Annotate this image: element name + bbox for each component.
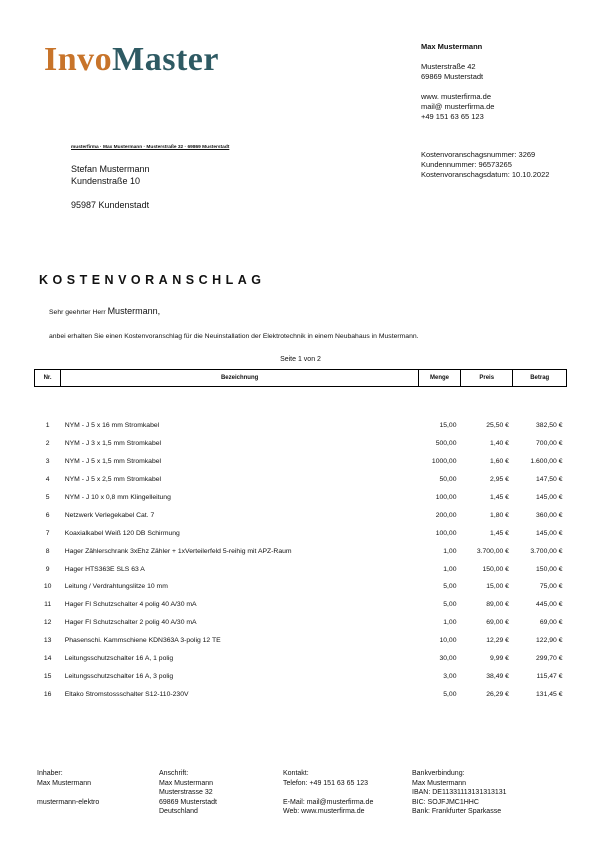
cell-nr: 6: [45, 511, 50, 519]
company-logo: [44, 43, 219, 77]
cell-bez: Netzwerk Verlegekabel Cat. 7: [64, 511, 155, 519]
cell-betrag: 1.600,00 €: [530, 458, 563, 466]
cell-betrag: 122,90 €: [536, 637, 563, 645]
recipient-name: Stefan Mustermann: [71, 164, 150, 174]
cell-betrag: 3.700,00 €: [530, 547, 563, 555]
footer-address-street: Musterstrasse 32: [159, 789, 213, 796]
table-row: [35, 667, 567, 685]
cell-bez: Hager Zählerschrank 3xEhz Zähler + 1xVerteilerfeld 5-reihig mit APZ-Raum: [64, 547, 292, 555]
cell-preis: 25,50 €: [486, 422, 509, 430]
sender-name: Max Mustermann: [421, 42, 483, 51]
table-row: [35, 542, 567, 560]
cell-nr: 7: [45, 529, 50, 537]
table-row: [35, 650, 567, 668]
table-row: [35, 596, 567, 614]
table-row: [35, 506, 567, 524]
footer-owner-company: mustermann-elektro: [37, 798, 100, 806]
cell-menge: 100,00: [435, 529, 457, 537]
sender-phone: +49 151 63 65 123: [421, 112, 484, 121]
footer-contact-web: Web: www.musterfirma.de: [283, 808, 365, 815]
header-nr: Nr.: [35, 370, 61, 387]
footer-address-label: Anschrift:: [159, 770, 189, 777]
cell-preis: 26,29 €: [486, 690, 509, 698]
cell-bez: NYM - J 3 x 1,5 mm Stromkabel: [64, 440, 162, 448]
recipient-street: Kundenstraße 10: [71, 176, 141, 186]
cell-menge: 1,00: [443, 565, 457, 573]
cell-betrag: 145,00 €: [536, 529, 563, 537]
table-header-row: [35, 370, 567, 387]
cell-betrag: 445,00 €: [536, 601, 563, 609]
cell-preis: 1,45 €: [490, 529, 509, 537]
cell-bez: Leitungsschutzschalter 16 A, 3 polig: [64, 672, 174, 680]
table-row: [35, 560, 567, 578]
footer-bank-label: Bankverbindung:: [412, 770, 465, 777]
footer-contact-label: Kontakt:: [283, 770, 309, 777]
footer-owner-name: Max Mustermann: [37, 779, 92, 787]
cell-bez: Phasenschi. Kammschiene KDN363A 3-polig 12 TE: [64, 637, 221, 645]
quote-meta: [421, 150, 549, 180]
footer-owner: [37, 769, 99, 807]
salutation-suffix: ,: [157, 306, 161, 316]
cell-bez: NYM - J 5 x 2,5 mm Stromkabel: [64, 476, 162, 484]
footer-bank-name: Max Mustermann: [412, 779, 467, 787]
cell-menge: 50,00: [439, 476, 457, 484]
footer-address-city: 69869 Musterstadt: [159, 798, 217, 806]
cell-menge: 1000,00: [431, 458, 457, 466]
header-bezeichnung: Bezeichnung: [61, 370, 419, 387]
cell-preis: 1,80 €: [490, 511, 509, 519]
cell-preis: 1,60 €: [490, 458, 509, 466]
table-row: [35, 524, 567, 542]
cell-nr: 9: [45, 565, 50, 573]
cell-bez: Hager HTS363E SLS 63 A: [64, 565, 145, 573]
footer-contact: [283, 769, 373, 817]
cell-bez: NYM - J 10 x 0,8 mm Klingelleitung: [64, 494, 171, 501]
table-row: [35, 453, 567, 471]
cell-menge: 5,00: [443, 690, 457, 698]
cell-preis: 12,29 €: [486, 637, 509, 645]
cell-preis: 1,40 €: [490, 440, 509, 448]
cell-betrag: 115,47 €: [536, 672, 563, 680]
footer-bank-name-institute: Bank: Frankfurter Sparkasse: [412, 808, 502, 815]
cell-nr: 11: [44, 601, 52, 609]
footer-address-name: Max Mustermann: [159, 779, 214, 787]
cell-menge: 10,00: [439, 637, 457, 645]
cell-bez: Leitungsschutzschalter 16 A, 1 polig: [64, 655, 174, 663]
footer-bank-bic: BIC: SOJFJMC1HHC: [412, 798, 479, 806]
cell-bez: Koaxialkabel Weiß 120 DB Schirmung: [64, 529, 180, 537]
sender-city: 69869 Musterstadt: [421, 72, 484, 81]
cell-menge: 200,00: [435, 511, 457, 519]
cell-preis: 15,00 €: [486, 583, 509, 591]
cell-preis: 150,00 €: [482, 565, 509, 573]
cell-menge: 5,00: [443, 583, 457, 591]
footer-contact-email: E-Mail: mail@musterfirma.de: [283, 798, 374, 806]
footer-address: [159, 769, 217, 817]
cell-preis: 1,45 €: [490, 494, 509, 501]
cell-preis: 3.700,00 €: [476, 547, 509, 555]
cell-betrag: 145,00 €: [536, 494, 563, 501]
table-row: [35, 685, 567, 703]
cell-preis: 89,00 €: [486, 601, 509, 609]
quote-date: Kostenvoranschagsdatum: 10.10.2022: [421, 170, 550, 179]
cell-bez: NYM - J 5 x 1,5 mm Stromkabel: [64, 458, 162, 466]
logo-text-master: Master: [112, 41, 219, 78]
salutation: [49, 306, 160, 316]
cell-nr: 4: [45, 476, 50, 484]
salutation-prefix: Sehr geehrter Herr: [49, 309, 106, 316]
sender-mail: mail@ musterfirma.de: [421, 102, 495, 111]
table-row: [35, 417, 567, 435]
cell-nr: 1: [45, 422, 50, 430]
footer-bank-iban: IBAN: DE11331113131313131: [412, 789, 507, 796]
table-row: [35, 435, 567, 453]
cell-menge: 5,00: [443, 601, 457, 609]
footer-owner-label: Inhaber:: [37, 770, 63, 777]
cell-nr: 14: [43, 655, 52, 663]
cell-preis: 69,00 €: [486, 619, 509, 627]
cell-menge: 3,00: [443, 672, 457, 680]
cell-bez: NYM - J 5 x 16 mm Stromkabel: [64, 422, 160, 430]
cell-betrag: 382,50 €: [536, 422, 563, 430]
cell-preis: 2,95 €: [490, 476, 509, 484]
cell-nr: 3: [45, 458, 50, 466]
table-row: [35, 471, 567, 489]
document-title: KOSTENVORANSCHLAG: [39, 273, 266, 287]
cell-betrag: 147,50 €: [536, 476, 563, 484]
cell-betrag: 150,00 €: [536, 565, 563, 573]
return-address: musterfirma · Max Mustermann · Musterstraße 32 · 69869 Musterstadt: [71, 145, 230, 150]
header-betrag: Betrag: [513, 370, 567, 387]
cell-betrag: 69,00 €: [539, 619, 563, 627]
footer-contact-phone: Telefon: +49 151 63 65 123: [283, 779, 369, 787]
sender-web: www. musterfirma.de: [421, 92, 492, 101]
cell-menge: 1,00: [443, 619, 457, 627]
table-row: [35, 614, 567, 632]
cell-betrag: 700,00 €: [536, 440, 563, 448]
salutation-name: Mustermann: [107, 306, 158, 316]
cell-nr: 13: [43, 637, 52, 645]
cell-nr: 5: [45, 494, 50, 501]
table-row: [35, 632, 567, 650]
cell-nr: 15: [43, 672, 52, 680]
cell-menge: 500,00: [435, 440, 457, 448]
cell-nr: 8: [45, 547, 50, 555]
cell-preis: 9,99 €: [490, 655, 509, 663]
cell-menge: 30,00: [439, 655, 457, 663]
cell-nr: 12: [43, 619, 52, 627]
items-table: [34, 369, 567, 703]
cell-bez: Hager FI Schutzschalter 4 polig 40 A/30 mA: [64, 601, 197, 609]
table-row: [35, 489, 567, 507]
cell-nr: 10: [43, 583, 52, 591]
table-body: [35, 387, 567, 704]
cell-betrag: 75,00 €: [539, 583, 563, 591]
cell-bez: Eltako Stromstossschalter S12-110-230V: [64, 690, 189, 698]
page-number: Seite 1 von 2: [280, 356, 321, 363]
footer-address-country: Deutschland: [159, 808, 198, 815]
customer-number: Kundennummer: 96573265: [421, 160, 512, 169]
recipient-city: 95987 Kundenstadt: [71, 200, 150, 210]
cell-preis: 38,49 €: [486, 672, 509, 680]
quote-number: Kostenvoranschagsnummer: 3269: [421, 150, 536, 159]
table-row: [35, 578, 567, 596]
sender-block: [421, 42, 494, 122]
header-menge: Menge: [419, 370, 461, 387]
cell-betrag: 299,70 €: [536, 655, 563, 663]
footer-bank: [412, 769, 507, 817]
cell-nr: 16: [43, 690, 52, 698]
cell-menge: 100,00: [435, 494, 457, 501]
header-preis: Preis: [461, 370, 513, 387]
cell-betrag: 360,00 €: [536, 511, 563, 519]
cell-menge: 1,00: [443, 547, 457, 555]
sender-street: Musterstraße 42: [421, 62, 476, 71]
recipient-block: [71, 163, 150, 211]
cell-bez: Hager FI Schutzschalter 2 polig 40 A/30 mA: [64, 619, 197, 627]
logo-text-invo: Invo: [44, 41, 113, 78]
intro-text: anbei erhalten Sie einen Kostenvoranschlag für die Neuinstallation der Elektrotechnik in einem Neubahaus in Mustermann.: [49, 333, 419, 340]
cell-betrag: 131,45 €: [536, 690, 563, 698]
table-spacer: [35, 387, 567, 418]
cell-menge: 15,00: [439, 422, 457, 430]
cell-bez: Leitung / Verdrahtungslitze 10 mm: [64, 583, 168, 591]
cell-nr: 2: [45, 440, 50, 448]
